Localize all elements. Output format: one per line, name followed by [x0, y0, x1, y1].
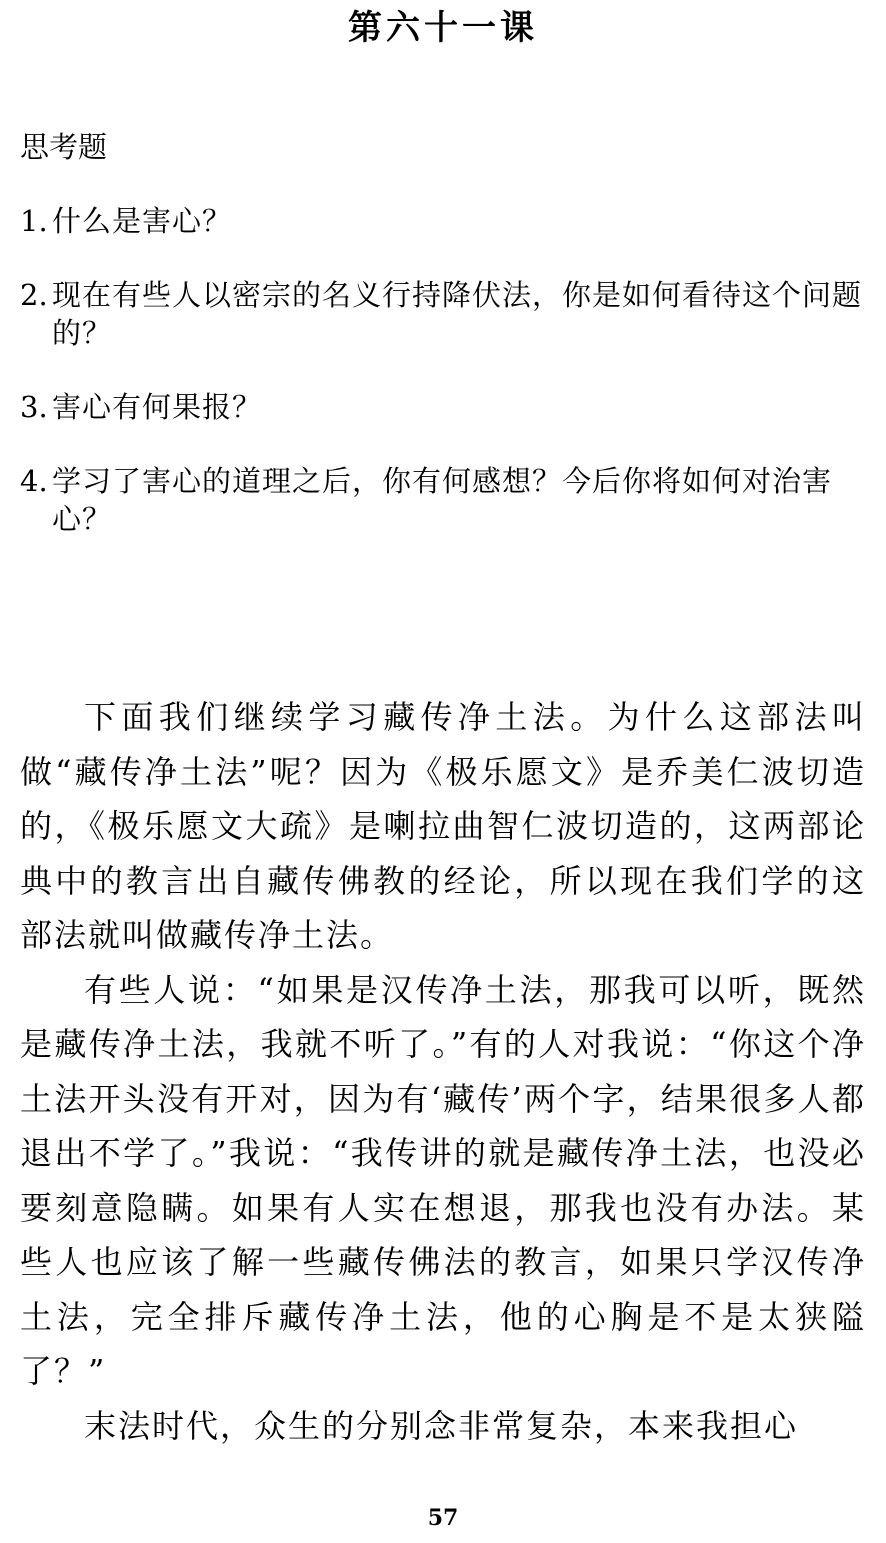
- question-text: 现在有些人以密宗的名义行持降伏法，你是如何看待这个问题的？: [52, 278, 863, 350]
- page-number: 57: [427, 1505, 459, 1531]
- review-questions: [20, 128, 866, 574]
- lesson-title: 第六十一课: [348, 8, 538, 48]
- body-paragraph: 有些人说：“如果是汉传净土法，那我可以听，既然是藏传净土法，我就不听了。”有的人对我说：“你这个净土法开头没有开对，因为有‘藏传’两个字，结果很多人都退出不学了。”我说：“我传讲的就是藏传净土法，也没必要刻意隐瞒。如果有人实在想退，那我也没有办法。某些人也应该了解一些藏传佛法的教言，如果只学汉传净土法，完全排斥藏传净土法，他的心胸是不是太狭隘了？”: [20, 970, 866, 1390]
- lesson-body: [20, 690, 866, 1453]
- question-number: 4.: [20, 464, 48, 498]
- question-item: [20, 462, 866, 538]
- body-paragraph: 下面我们继续学习藏传净土法。为什么这部法叫做“藏传净土法”呢？因为《极乐愿文》是乔美仁波切造的，《极乐愿文大疏》是喇拉曲智仁波切造的，这两部论典中的教言出自藏传佛教的经论，所以现在我们学的这部法就叫做藏传净土法。: [20, 698, 866, 954]
- question-item: [20, 202, 866, 240]
- questions-heading: 思考题: [20, 130, 108, 164]
- question-text: 学习了害心的道理之后，你有何感想？今后你将如何对治害心？: [52, 464, 833, 536]
- question-number: 3.: [20, 390, 48, 424]
- question-number: 1.: [20, 204, 48, 238]
- question-item: [20, 276, 866, 352]
- body-paragraph: 末法时代，众生的分别念非常复杂，本来我担心: [84, 1406, 799, 1445]
- question-item: [20, 388, 866, 426]
- question-text: 什么是害心？: [52, 204, 233, 238]
- question-text: 害心有何果报？: [52, 390, 263, 424]
- question-number: 2.: [20, 278, 48, 312]
